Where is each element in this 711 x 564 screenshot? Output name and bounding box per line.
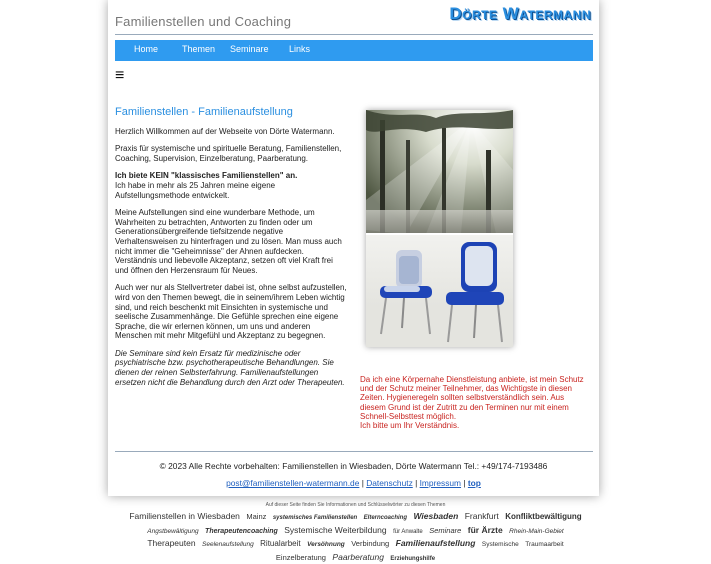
disclaimer-paragraph: Die Seminare sind kein Ersatz für medizinische oder psychiatrische bzw. psychotherapeutische Behandlungen. Sie dienen der reinen Selbsterfahrung. Familienaufstellungen ersetzen nicht die Behandlung durch den Arzt oder Therapeuten.: [115, 348, 345, 387]
nav-item-links[interactable]: Links: [289, 44, 311, 54]
page-heading: Familienstellen - Familienaufstellung: [115, 106, 293, 118]
keyword-tag: Seelenaufstellung: [202, 541, 254, 548]
footer-links: [108, 478, 599, 488]
link-separator: |: [463, 478, 468, 488]
keyword-tag: Paarberatung: [332, 551, 384, 562]
keyword-tag: Erziehungshilfe: [390, 555, 436, 562]
keyword-tag: Ritualarbeit: [260, 539, 301, 548]
hygiene-notice-text: Da ich eine Körpernahe Dienstleistung anbiete, ist mein Schutz und der Schutz meiner Teilnehmer, das Wichtigste in diesen Zeiten. Hygieneregeln sollten selbstverständlich sein. Aus diesem Grund ist der Zutritt zu den Terminen nur mit einem Schnell-Selbsttest möglich.: [360, 375, 584, 421]
brand-logo[interactable]: Dörte Watermann: [449, 4, 591, 23]
main-navigation: [115, 40, 593, 61]
nav-item-seminare[interactable]: Seminare: [230, 44, 269, 54]
site-title: Familienstellen und Coaching: [115, 14, 292, 29]
practice-description: Praxis für systemische und spirituelle Beratung, Familienstellen, Coaching, Supervision, Einzelberatung, Paarberatung.: [115, 144, 342, 163]
keyword-tag: Angstbewältigung: [147, 527, 199, 535]
keyword-tag: Elterncoaching: [363, 515, 408, 521]
hygiene-notice: [360, 375, 590, 430]
keyword-tag: Rhein-Main-Gebiet: [509, 527, 564, 535]
header-divider: [115, 34, 593, 35]
keyword-tag: Frankfurt: [464, 511, 499, 521]
method-paragraph: [115, 171, 347, 200]
keyword-tag: Konfliktbewältigung: [505, 512, 582, 521]
keyword-tag: Seminare: [429, 525, 462, 535]
keyword-tag: für Anwalte: [393, 528, 423, 535]
photo-illustration: [366, 110, 513, 347]
hygiene-notice-thanks: Ich bitte um Ihr Verständnis.: [360, 421, 460, 431]
method-detail: Ich habe in mehr als 25 Jahren meine eigene Aufstellungsmethode entwickelt.: [115, 180, 276, 200]
footer-divider: [115, 451, 593, 452]
keyword-tag: Familienaufstellung: [395, 538, 476, 548]
nav-item-themen[interactable]: Themen: [182, 44, 216, 54]
keyword-tag-cloud: [128, 510, 583, 564]
keywords-intro: Auf dieser Seite finden Sie Informationen und Schlüsselwörter zu diesen Themen: [265, 502, 446, 508]
keyword-tag: Therapeutencoaching: [205, 527, 278, 535]
email-link[interactable]: post@familienstellen-watermann.de: [226, 478, 360, 488]
copyright-text: © 2023 Alle Rechte vorbehalten: Familienstellen in Wiesbaden, Dörte Watermann Tel.: +49/174-7193486: [159, 461, 548, 471]
keyword-tag: Verbindung: [351, 539, 390, 548]
main-content: [115, 108, 347, 395]
keyword-tag: Systemische: [481, 541, 519, 548]
nav-item-home[interactable]: Home: [134, 44, 159, 54]
keyword-tag: Familienstellen in Wiesbaden: [129, 511, 240, 521]
keyword-tag: Einzelberatung: [275, 552, 326, 562]
datenschutz-link[interactable]: Datenschutz: [366, 478, 413, 488]
stellvertreter-paragraph: Auch wer nur als Stellvertreter dabei ist, ohne selbst aufzustellen, wird von den Themen bewegt, die in seinem/ihrem Leben wichtig sind, und reich beschenkt mit Einsichten in systemische und seelische Zusammenhänge. Die Gefühle sprechen eine eigene Sprache, die wir erlernen können, um uns und anderen Menschen mit mehr Mitgefühl und Akzeptanz zu begegnen.: [115, 283, 347, 341]
aufstellungen-paragraph: Meine Aufstellungen sind eine wunderbare Methode, um Wahrheiten zu betrachten, Antworten zu finden oder um Generationsübergreifende tiefsitzende negative Verhaltensweisen zu hinterfragen und zu lösen. Man muss auch nicht immer die "Geheimnisse" der Ahnen aufdecken. Verständnis und liebevolle Akzeptanz, setzen oft viel Kraft frei und öffnen den Herzensraum für Neues.: [115, 208, 342, 275]
keyword-tag: systemisches Familienstellen: [272, 515, 358, 521]
back-to-top-link[interactable]: top: [467, 478, 481, 488]
keyword-tag: Wiesbaden: [413, 511, 459, 521]
keyword-tag: für Ärzte: [467, 524, 503, 535]
keyword-tag: Therapeuten: [147, 538, 196, 548]
keyword-tag: Mainz: [246, 512, 267, 521]
feature-photo: [366, 110, 513, 347]
keyword-tag: Systemische Weiterbildung: [284, 524, 387, 535]
impressum-link[interactable]: Impressum: [419, 478, 462, 488]
method-lead: Ich biete KEIN "klassisches Familienstellen" an.: [115, 171, 298, 181]
link-separator: |: [415, 478, 420, 488]
welcome-text: Herzlich Willkommen auf der Webseite von Dörte Watermann.: [115, 126, 335, 136]
hamburger-menu-icon[interactable]: ≡: [115, 67, 125, 84]
link-separator: |: [361, 478, 367, 488]
page-container: [108, 0, 599, 496]
keyword-tag: Versöhnung: [307, 541, 345, 548]
keyword-tag: Traumaarbeit: [525, 541, 564, 548]
